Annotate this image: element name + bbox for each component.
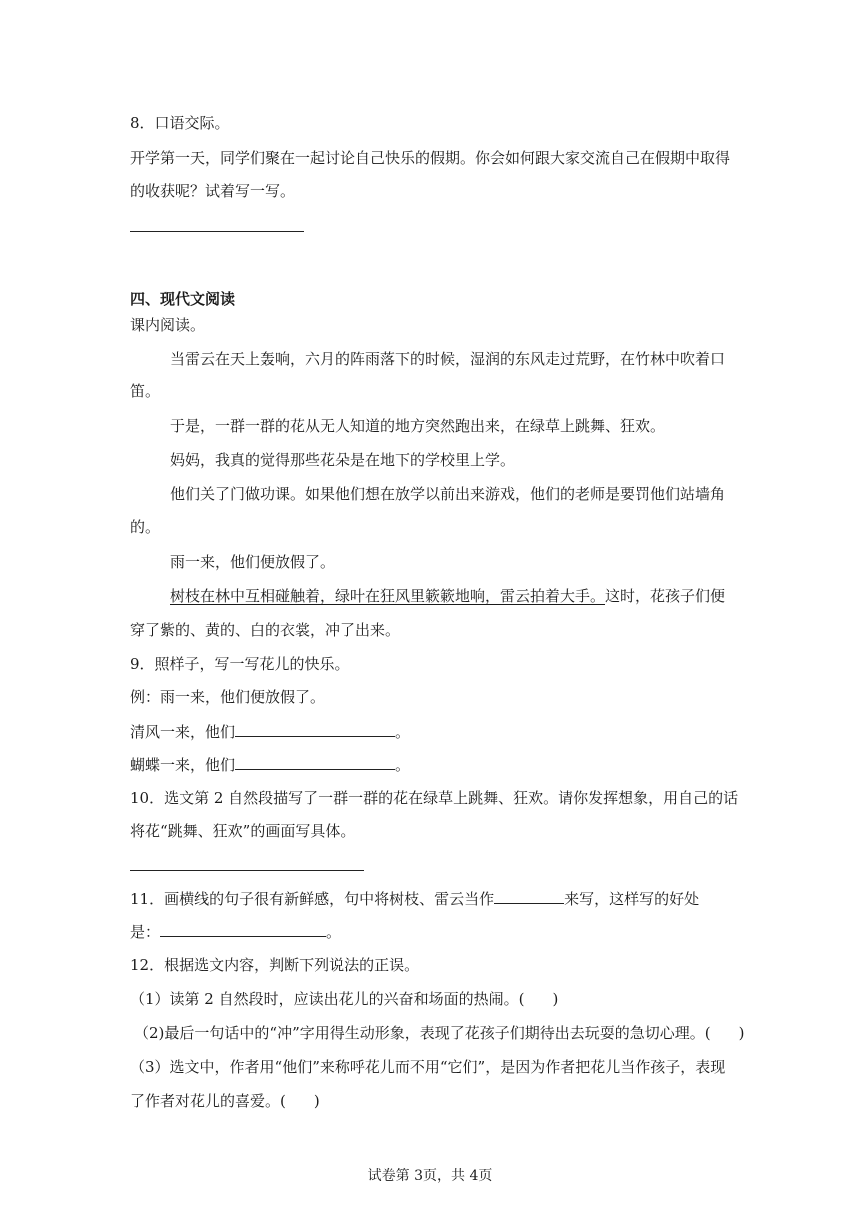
q8-body-line2: 的收获呢？试着写一写。 <box>130 182 296 200</box>
q9-line2-end: 。 <box>395 756 411 774</box>
q12-s3-text: 了作者对花儿的喜爱。( <box>130 1092 286 1110</box>
q10-answer-line[interactable] <box>130 870 364 871</box>
q12-s1-close: ) <box>552 990 559 1008</box>
q12-s2-text: （2)最后一句话中的“冲”字用得生动形象，表现了花孩子们期待出去玩耍的急切心理。( <box>134 1024 711 1042</box>
passage-p4-line2: 的。 <box>130 518 161 536</box>
q9-line1-end: 。 <box>395 723 411 741</box>
q8-answer-line[interactable] <box>130 231 304 232</box>
section-subtitle: 课内阅读。 <box>130 316 206 334</box>
passage-p1-line2: 笛。 <box>130 382 161 400</box>
q11-line1-b: 来写，这样写的好处 <box>564 890 700 908</box>
q11-blank-1[interactable] <box>494 887 564 904</box>
q12-statement-2 <box>134 1022 744 1044</box>
q12-statement-1 <box>130 988 558 1010</box>
q9-blank-1[interactable] <box>235 720 395 737</box>
q9-line2-prefix: 蝴蝶一来，他们 <box>130 756 236 774</box>
q12-title: 12．根据选文内容，判断下列说法的正误。 <box>130 956 420 974</box>
passage-p1-line1: 当雷云在天上轰响，六月的阵雨落下的时候，湿润的东风走过荒野，在竹林中吹着口 <box>170 350 726 368</box>
passage-p3: 妈妈，我真的觉得那些花朵是在地下的学校里上学。 <box>170 451 516 469</box>
passage-p4-line1: 他们关了门做功课。如果他们想在放学以前出来游戏，他们的老师是要罚他们站墙角 <box>170 485 726 503</box>
q8-body-line1: 开学第一天，同学们聚在一起讨论自己快乐的假期。你会如何跟大家交流自己在假期中取得 <box>130 149 731 167</box>
q11-line1-a: 11．画横线的句子很有新鲜感，句中将树枝、雷云当作 <box>130 890 495 908</box>
q11-line2 <box>130 920 341 943</box>
q9-line1-prefix: 清风一来，他们 <box>130 723 236 741</box>
q12-statement-3-line1: （3）选文中，作者用“他们”来称呼花儿而不用“它们”，是因为作者把花儿当作孩子，表现 <box>130 1058 726 1076</box>
passage-p6-line1 <box>170 585 725 607</box>
q12-s1-text: （1）读第 2 自然段时，应读出花儿的兴奋和场面的热闹。( <box>130 990 525 1008</box>
passage-p5: 雨一来，他们便放假了。 <box>170 553 336 571</box>
q9-line1 <box>130 720 410 743</box>
q12-s2-close: ) <box>738 1024 745 1042</box>
section-heading: 四、现代文阅读 <box>130 290 236 308</box>
q11-line1 <box>130 887 699 910</box>
q9-example: 例：雨一来，他们便放假了。 <box>130 688 326 706</box>
q11-line2-a: 是： <box>130 923 161 941</box>
q11-line2-b: 。 <box>326 923 342 941</box>
q9-title: 9．照样子，写一写花儿的快乐。 <box>130 655 350 673</box>
passage-p6-rest: 这时，花孩子们便 <box>605 587 726 605</box>
q10-line1: 10．选文第 2 自然段描写了一群一群的花在绿草上跳舞、狂欢。请你发挥想象，用自己的话 <box>130 789 739 807</box>
passage-p6-line2: 穿了紫的、黄的、白的衣裳，冲了出来。 <box>130 621 401 639</box>
q11-blank-2[interactable] <box>160 920 326 937</box>
page-footer: 试卷第 3页，共 4页 <box>367 1168 493 1184</box>
q9-line2 <box>130 753 410 776</box>
q8-title: 8．口语交际。 <box>130 114 230 132</box>
q12-statement-3-line2 <box>130 1090 320 1112</box>
passage-p2: 于是，一群一群的花从无人知道的地方突然跑出来，在绿草上跳舞、狂欢。 <box>170 417 666 435</box>
q10-line2: 将花“跳舞、狂欢”的画面写具体。 <box>130 822 356 840</box>
underlined-sentence: 树枝在林中互相碰触着，绿叶在狂风里簌簌地响，雷云拍着大手。 <box>170 587 606 605</box>
q12-s3-close: ) <box>313 1092 320 1110</box>
q9-blank-2[interactable] <box>235 753 395 770</box>
